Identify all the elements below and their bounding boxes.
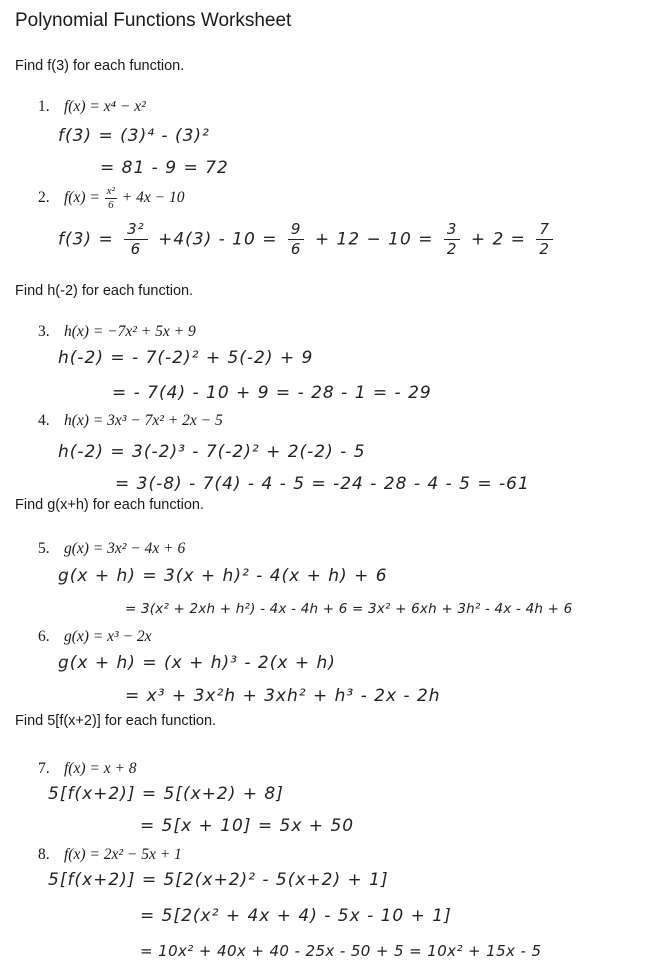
fraction-numerator: 9 — [288, 222, 305, 240]
fraction — [105, 186, 117, 211]
problem-number: 6. — [38, 628, 50, 645]
work-line: = 81 - 9 = 72 — [100, 158, 229, 178]
problem-expression: g(x) = x³ − 2x — [64, 628, 152, 645]
work-segment: f(3) = — [58, 229, 114, 250]
work-line: 5[f(x+2)] = 5[2(x+2)² - 5(x+2) + 1] — [48, 870, 389, 890]
problem-expression: h(x) = 3x³ − 7x² + 2x − 5 — [64, 412, 223, 429]
problem-6 — [38, 628, 152, 646]
fraction-denominator: 6 — [130, 240, 142, 258]
section-heading-1: Find f(3) for each function. — [15, 58, 185, 74]
work-line: g(x + h) = 3(x + h)² - 4(x + h) + 6 — [58, 566, 388, 586]
problem-number: 1. — [38, 98, 50, 115]
fraction — [124, 222, 148, 257]
work-line: h(-2) = 3(-2)³ - 7(-2)² + 2(-2) - 5 — [58, 442, 366, 462]
work-line — [58, 222, 557, 257]
problem-number: 7. — [38, 760, 50, 777]
problem-2 — [38, 186, 184, 211]
work-line: = 3(-8) - 7(4) - 4 - 5 = -24 - 28 - 4 - 5 = -61 — [115, 474, 530, 494]
fraction-numerator: 3 — [444, 222, 461, 240]
fraction-denominator: 2 — [539, 240, 550, 258]
problem-4 — [38, 412, 223, 430]
problem-1 — [38, 98, 146, 116]
problem-3 — [38, 323, 196, 341]
work-line: = 10x² + 40x + 40 - 25x - 50 + 5 = 10x² + 15x - 5 — [140, 942, 542, 960]
problem-number: 8. — [38, 846, 50, 863]
page-title: Polynomial Functions Worksheet — [15, 10, 292, 31]
work-line: f(3) = (3)⁴ - (3)² — [58, 126, 210, 146]
section-heading-4: Find 5[f(x+2)] for each function. — [15, 713, 217, 729]
work-segment: +4(3) - 10 = — [158, 229, 278, 250]
work-line: = 3(x² + 2xh + h²) - 4x - 4h + 6 = 3x² + 6xh + 3h² - 4x - 4h + 6 — [125, 601, 573, 617]
fraction-numerator: 7 — [536, 222, 553, 240]
fraction — [444, 222, 461, 257]
problem-number: 3. — [38, 323, 50, 340]
section-heading-2: Find h(-2) for each function. — [15, 283, 194, 299]
fraction — [536, 222, 553, 257]
section-heading-3: Find g(x+h) for each function. — [15, 497, 205, 513]
work-line: = 5[2(x² + 4x + 4) - 5x - 10 + 1] — [140, 906, 452, 926]
fraction-denominator: 6 — [108, 199, 114, 211]
work-line: g(x + h) = (x + h)³ - 2(x + h) — [58, 653, 336, 673]
problem-expression: f(x) = x⁴ − x² — [64, 98, 146, 115]
work-line: = x³ + 3x²h + 3xh² + h³ - 2x - 2h — [125, 686, 441, 706]
problem-expression-rhs: + 4x − 10 — [121, 189, 185, 207]
problem-expression: f(x) = x + 8 — [64, 760, 137, 777]
work-line: = 5[x + 10] = 5x + 50 — [140, 816, 355, 836]
work-line: 5[f(x+2)] = 5[(x+2) + 8] — [48, 784, 284, 804]
work-segment: + 2 = — [470, 229, 526, 250]
problem-number: 5. — [38, 540, 50, 557]
work-segment: + 12 − 10 = — [314, 229, 434, 250]
problem-expression: f(x) = 2x² − 5x + 1 — [64, 846, 182, 863]
fraction-denominator: 6 — [290, 240, 302, 258]
fraction-numerator: 3² — [124, 222, 148, 240]
work-line: = - 7(4) - 10 + 9 = - 28 - 1 = - 29 — [112, 383, 432, 403]
work-line: h(-2) = - 7(-2)² + 5(-2) + 9 — [58, 348, 314, 368]
fraction — [288, 222, 305, 257]
problem-5 — [38, 540, 185, 558]
problem-expression: g(x) = 3x² − 4x + 6 — [64, 540, 186, 557]
fraction-numerator: x² — [106, 185, 115, 197]
problem-expression: h(x) = −7x² + 5x + 9 — [64, 323, 196, 340]
problem-8 — [38, 846, 182, 864]
problem-7 — [38, 760, 137, 778]
fraction-denominator: 2 — [446, 240, 458, 258]
problem-expression-lhs: f(x) = — [64, 189, 100, 207]
problem-number: 4. — [38, 412, 50, 429]
problem-number: 2. — [38, 189, 50, 207]
